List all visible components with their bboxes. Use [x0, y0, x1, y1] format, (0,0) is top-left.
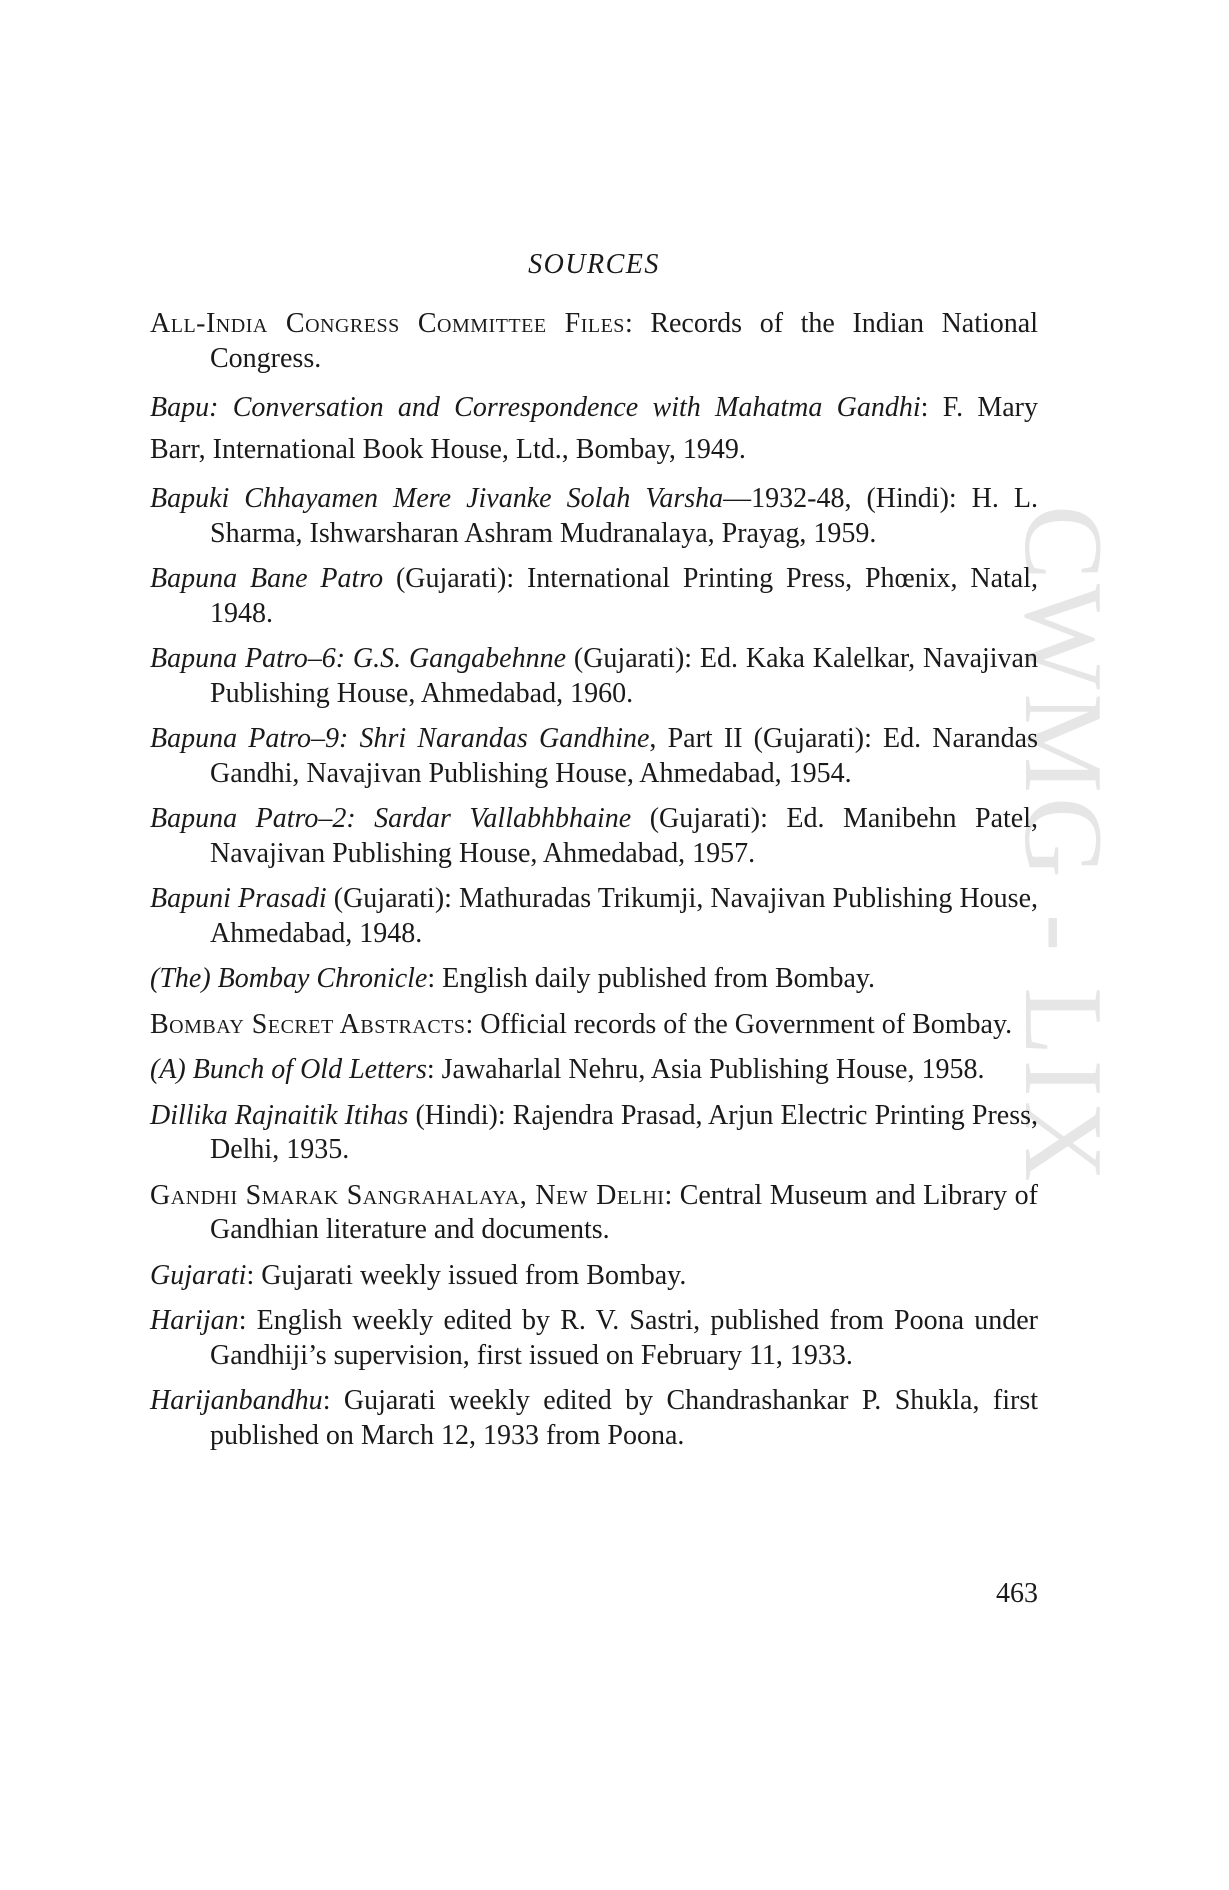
source-entry	[150, 1259, 1038, 1294]
entry-prefix: (The)	[150, 963, 211, 994]
entry-prefix: (A)	[150, 1054, 186, 1085]
source-entry	[150, 562, 1038, 631]
entry-description: Part II (Gujarati): Ed. Narandas Gandhi, Navajivan Publishing House, Ahmedabad, 1954.	[210, 723, 1039, 789]
entry-description: English daily published from Bombay.	[442, 963, 876, 994]
source-entry	[150, 1099, 1038, 1168]
entry-description: F. Mary Barr, International Book House, Ltd., Bombay, 1949.	[150, 392, 1039, 465]
entry-title: Bapuki Chhayamen Mere Jivanke Solah Varsha	[150, 483, 724, 514]
source-entry	[150, 387, 1038, 471]
entry-description: (Gujarati): International Printing Press, Phœnix, Natal, 1948.	[210, 563, 1039, 629]
source-entry	[150, 1179, 1038, 1248]
entry-description: (Gujarati): Ed. Manibehn Patel, Navajivan Publishing House, Ahmedabad, 1957.	[210, 803, 1039, 869]
entry-separator: :	[322, 1385, 344, 1416]
entry-separator: :	[238, 1305, 257, 1336]
entry-separator: :	[465, 1008, 481, 1040]
entry-description: (Hindi): Rajendra Prasad, Arjun Electric Printing Press, Delhi, 1935.	[210, 1099, 1038, 1165]
source-entry	[150, 962, 1038, 997]
source-entry	[150, 1304, 1038, 1373]
entry-separator: :	[427, 963, 443, 994]
entry-title: Bunch of Old Letters	[192, 1054, 427, 1085]
source-entry	[150, 482, 1038, 551]
source-entry	[150, 802, 1038, 871]
sources-list	[150, 245, 1038, 1464]
entry-description: Gujarati weekly edited by Chandrashankar P. Shukla, first published on March 12, 1933 from Poona.	[210, 1385, 1038, 1451]
entry-title: Bapuni Prasadi	[150, 883, 327, 914]
entry-title: Bapuna Patro–9: Shri Narandas Gandhine	[150, 723, 650, 754]
entry-separator: :	[920, 392, 943, 423]
entry-description: Central Museum and Library of Gandhian literature and documents.	[210, 1179, 1038, 1245]
entry-title: Gandhi Smarak Sangrahalaya, New Delhi	[150, 1179, 665, 1211]
source-entry	[150, 1008, 1038, 1043]
source-entry	[150, 722, 1038, 791]
entry-separator	[566, 643, 574, 674]
page-title: SOURCES	[528, 249, 660, 280]
page-number: 463	[996, 1578, 1038, 1609]
entry-description: (Gujarati): Ed. Kaka Kalelkar, Navajivan Publishing House, Ahmedabad, 1960.	[210, 643, 1038, 709]
source-entry	[150, 642, 1038, 711]
entry-title: Harijan	[150, 1305, 239, 1336]
entry-separator: ,	[649, 723, 668, 754]
entry-title: Bapuna Patro–6: G.S. Gangabehnne	[150, 643, 567, 674]
entry-description: English weekly edited by R. V. Sastri, published from Poona under Gandhiji’s supervision, first issued on February 11, 1933.	[210, 1305, 1038, 1371]
entry-title: Gujarati	[150, 1259, 247, 1291]
entry-title: Bombay Chronicle	[217, 963, 428, 994]
source-entry	[150, 307, 1038, 376]
entry-description: (Gujarati): Mathuradas Trikumji, Navajivan Publishing House, Ahmedabad, 1948.	[210, 883, 1038, 949]
entry-title: Bapuna Patro–2: Sardar Vallabhbhaine	[150, 803, 632, 834]
entry-title: All-India Congress Committee Files	[150, 308, 625, 339]
entry-title: Bapuna Bane Patro	[150, 563, 384, 594]
entry-separator	[383, 563, 396, 594]
entry-separator	[631, 803, 650, 834]
entry-description: Gujarati weekly issued from Bombay.	[261, 1259, 687, 1291]
source-entry	[150, 1053, 1038, 1088]
entry-title: Dillika Rajnaitik Itihas	[150, 1099, 409, 1131]
entry-separator: :	[624, 308, 651, 339]
watermark: CWMG - LIX	[1001, 505, 1125, 1186]
entry-description: —1932-48, (Hindi): H. L. Sharma, Ishwarsharan Ashram Mudranalaya, Prayag, 1959.	[210, 483, 1038, 549]
entry-title: Bombay Secret Abstracts	[150, 1008, 466, 1040]
source-entry	[150, 882, 1038, 951]
entry-separator: :	[246, 1259, 262, 1291]
source-entry	[150, 1384, 1038, 1453]
entry-description: Official records of the Government of Bombay.	[480, 1008, 1013, 1040]
entry-separator: :	[664, 1179, 680, 1211]
entry-separator	[327, 883, 334, 914]
entry-title: Harijanbandhu	[150, 1385, 323, 1416]
entry-description: Records of the Indian National Congress.	[210, 308, 1038, 374]
entry-separator: :	[426, 1054, 442, 1085]
entry-title: Bapu: Conversation and Correspondence with Mahatma Gandhi	[150, 392, 921, 423]
entry-description: Jawaharlal Nehru, Asia Publishing House, 1958.	[441, 1054, 985, 1085]
